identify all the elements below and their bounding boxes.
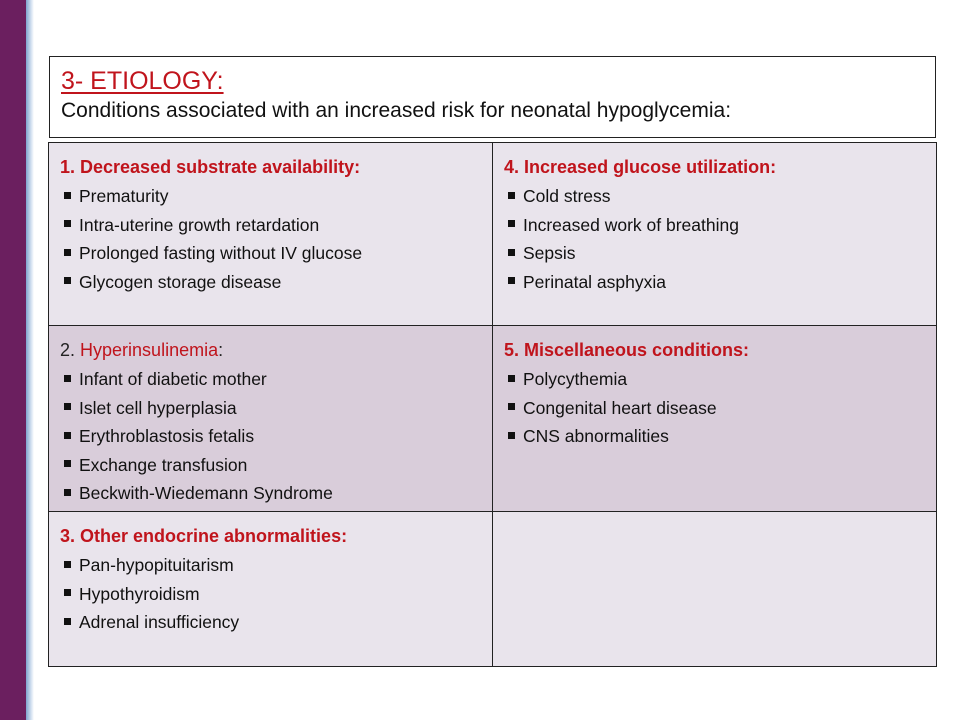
list-item: CNS abnormalities	[504, 422, 928, 451]
square-bullet-icon	[508, 432, 515, 439]
square-bullet-icon	[64, 618, 71, 625]
list-item: Congenital heart disease	[504, 394, 928, 423]
square-bullet-icon	[64, 249, 71, 256]
cell-empty	[493, 512, 937, 667]
cell-heading: 5. Miscellaneous conditions:	[504, 340, 750, 360]
left-accent-gradient	[26, 0, 34, 720]
cell-heading: 3. Other endocrine abnormalities:	[60, 526, 348, 546]
list-item: Increased work of breathing	[504, 211, 928, 240]
etiology-table	[48, 142, 937, 667]
square-bullet-icon	[508, 403, 515, 410]
square-bullet-icon	[64, 561, 71, 568]
list-item: Prolonged fasting without IV glucose	[60, 239, 484, 268]
slide-subtitle: Conditions associated with an increased risk for neonatal hypoglycemia:	[61, 99, 732, 122]
list-item: Erythroblastosis fetalis	[60, 422, 484, 451]
table-row	[49, 326, 937, 512]
square-bullet-icon	[508, 192, 515, 199]
list-item: Pan-hypopituitarism	[60, 551, 484, 580]
title-box	[49, 56, 936, 138]
square-bullet-icon	[64, 277, 71, 284]
table-row	[49, 143, 937, 326]
heading-number: 2.	[60, 340, 76, 360]
condition-list	[504, 182, 928, 296]
list-item: Cold stress	[504, 182, 928, 211]
cell-decreased-substrate	[49, 143, 493, 326]
list-item: Perinatal asphyxia	[504, 268, 928, 297]
cell-heading: 4. Increased glucose utilization:	[504, 157, 777, 177]
heading-colon: :	[218, 340, 224, 360]
condition-list	[60, 551, 484, 637]
square-bullet-icon	[508, 220, 515, 227]
list-item: Prematurity	[60, 182, 484, 211]
left-accent-bar	[0, 0, 26, 720]
heading-text: Hyperinsulinemia	[80, 340, 219, 360]
condition-list	[60, 365, 484, 508]
list-item: Glycogen storage disease	[60, 268, 484, 297]
list-item: Sepsis	[504, 239, 928, 268]
cell-heading	[60, 337, 484, 363]
list-item: Exchange transfusion	[60, 451, 484, 480]
cell-hyperinsulinemia	[49, 326, 493, 512]
square-bullet-icon	[64, 489, 71, 496]
condition-list	[60, 182, 484, 296]
square-bullet-icon	[64, 403, 71, 410]
square-bullet-icon	[64, 375, 71, 382]
square-bullet-icon	[64, 460, 71, 467]
cell-increased-utilization	[493, 143, 937, 326]
cell-miscellaneous	[493, 326, 937, 512]
cell-endocrine	[49, 512, 493, 667]
list-item: Islet cell hyperplasia	[60, 394, 484, 423]
list-item: Beckwith-Wiedemann Syndrome	[60, 479, 484, 508]
table-row	[49, 512, 937, 667]
list-item: Adrenal insufficiency	[60, 608, 484, 637]
condition-list	[504, 365, 928, 451]
square-bullet-icon	[508, 375, 515, 382]
square-bullet-icon	[508, 277, 515, 284]
square-bullet-icon	[64, 192, 71, 199]
cell-heading: 1. Decreased substrate availability:	[60, 157, 361, 177]
list-item: Hypothyroidism	[60, 580, 484, 609]
slide-title: 3- ETIOLOGY:	[61, 67, 224, 95]
list-item: Intra-uterine growth retardation	[60, 211, 484, 240]
list-item: Infant of diabetic mother	[60, 365, 484, 394]
square-bullet-icon	[64, 589, 71, 596]
square-bullet-icon	[64, 220, 71, 227]
list-item: Polycythemia	[504, 365, 928, 394]
square-bullet-icon	[508, 249, 515, 256]
square-bullet-icon	[64, 432, 71, 439]
